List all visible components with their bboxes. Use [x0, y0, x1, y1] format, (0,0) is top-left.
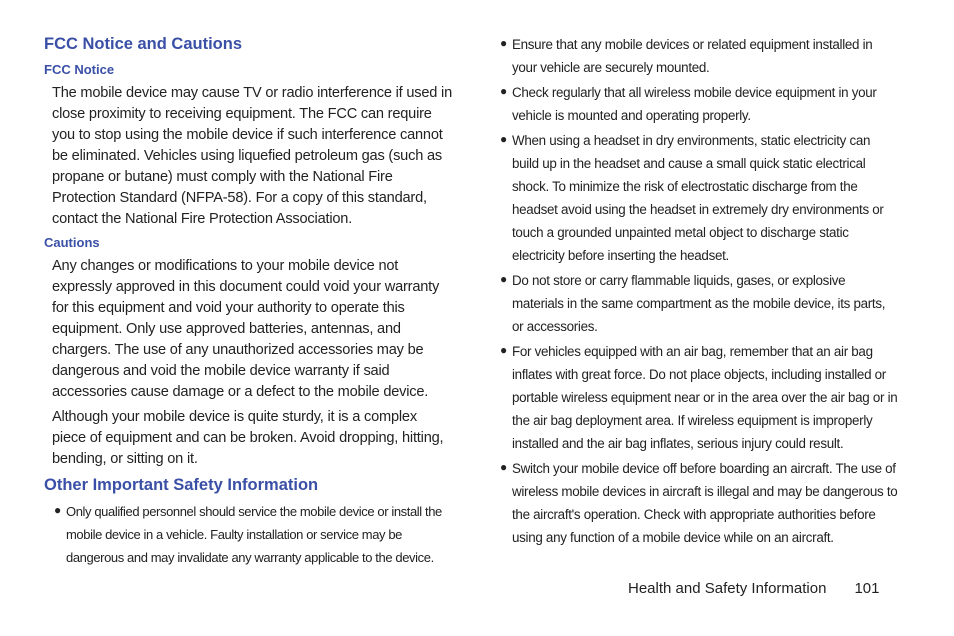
bullet-icon: ●: [500, 36, 507, 50]
list-item: ● When using a headset in dry environments, static electricity can build up in the headset and cause a small quick static electrical shock. To minimize the risk of electrostatic discharge from the headset avoid using the headset in extremely dry environments or touch a grounded unpainted metal object to discharge static electricity before inserting the headset.: [498, 129, 898, 267]
list-item: ● Switch your mobile device off before boarding an aircraft. The use of wireless mobile devices in aircraft is illegal and may be dangerous to the aircraft's operation. Check with appropriate authorities before using any function of a mobile device while on an aircraft.: [498, 457, 898, 549]
cautions-paragraph-1: Any changes or modifications to your mobile device not expressly approved in this document could void your warranty for this equipment and void your authority to operate this equipment. Only use approved batteries, antennas, and chargers. The use of any unauthorized accessories may be dangerous and void the mobile device warranty if said accessories cause damage or a defect to the mobile device.: [52, 258, 440, 400]
list-item: ● For vehicles equipped with an air bag, remember that an air bag inflates with great force. Do not place objects, including installed or portable wireless equipment near or in the area over the air bag or in the air bag deployment area. If wireless equipment is improperly installed and the air bag inflates, serious injury could result.: [498, 340, 898, 455]
list-item: ● Only qualified personnel should service the mobile device or install the mobile device in a vehicle. Faulty installation or service may be dangerous and may invalidate any warranty applicable to the device.: [52, 500, 454, 569]
cautions-paragraph-2: Although your mobile device is quite sturdy, it is a complex piece of equipment and can be broken. Avoid dropping, hitting, bending, or sitting on it.: [52, 409, 444, 467]
list-item: ● Check regularly that all wireless mobile device equipment in your vehicle is mounted and operating properly.: [498, 81, 898, 127]
bullet-icon: ●: [500, 272, 507, 286]
left-bullet-list: [52, 500, 454, 569]
bullet-icon: ●: [500, 132, 507, 146]
bullet-icon: ●: [500, 460, 507, 474]
fcc-notice-heading: FCC Notice: [44, 62, 115, 77]
bullet-icon: ●: [54, 503, 61, 517]
footer-section-title: Health and Safety Information: [628, 580, 827, 597]
fcc-notice-paragraph: The mobile device may cause TV or radio interference if used in close proximity to receiving equipment. The FCC can require you to stop using the mobile device if such interference cannot be eliminated. Vehicles using liquefied petroleum gas (such as propane or butane) must comply with the National Fire Protection Standard (NFPA-58). For a copy of this standard, contact the National Fire Protection Association.: [52, 85, 453, 227]
other-safety-heading: Other Important Safety Information: [44, 476, 319, 494]
left-column: [44, 33, 454, 571]
section-title: FCC Notice and Cautions: [44, 35, 243, 53]
page-number: 101: [854, 580, 880, 597]
bullet-icon: ●: [500, 343, 507, 357]
list-item: ● Ensure that any mobile devices or related equipment installed in your vehicle are securely mounted.: [498, 33, 898, 79]
bullet-icon: ●: [500, 84, 507, 98]
right-column: [498, 33, 898, 551]
cautions-heading: Cautions: [44, 235, 100, 250]
list-item: ● Do not store or carry flammable liquids, gases, or explosive materials in the same compartment as the mobile device, its parts, or accessories.: [498, 269, 898, 338]
page-footer: [628, 578, 879, 600]
right-bullet-list: [498, 33, 898, 549]
